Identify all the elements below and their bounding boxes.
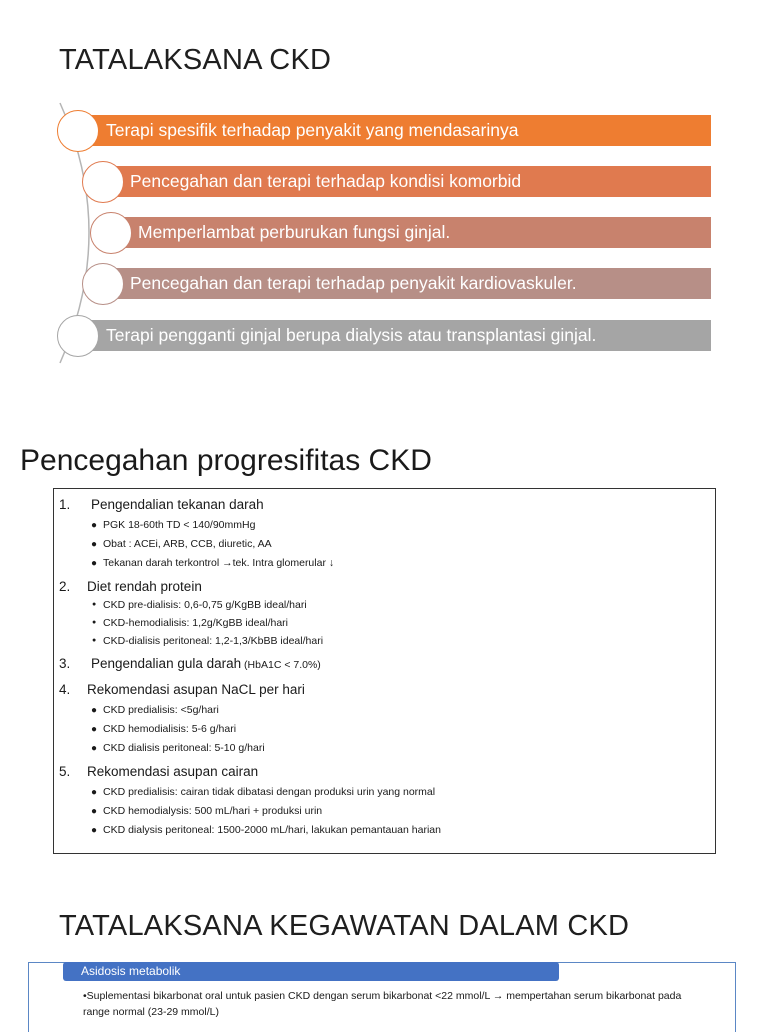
step-bar — [103, 268, 711, 299]
step-bar — [103, 166, 711, 197]
step-bar — [78, 115, 711, 146]
sub-item-text: Tekanan darah terkontrol →tek. Intra glomerular ↓ — [103, 557, 335, 569]
sub-item-text: Obat : ACEi, ARB, CCB, diuretic, AA — [103, 538, 272, 550]
sub-item-text: CKD hemodialysis: 500 mL/hari + produksi urin — [103, 805, 323, 817]
step-text: Pencegahan dan terapi terhadap penyakit kardiovaskuler. — [130, 273, 577, 293]
bullet-icon: ● — [91, 724, 98, 735]
step-text: Memperlambat perburukan fungsi ginjal. — [138, 222, 451, 242]
step-bar — [78, 320, 711, 351]
bullet-icon: ● — [91, 806, 98, 817]
bullet-icon: ● — [91, 539, 98, 550]
slide1-title: TATALAKSANA CKD — [59, 44, 332, 76]
item-number: 4. — [59, 682, 71, 697]
sub-item-text: CKD hemodialisis: 5-6 g/hari — [103, 723, 237, 735]
step-circle — [82, 263, 124, 305]
section-header: Asidosis metabolik — [63, 962, 559, 981]
item-number: 5. — [59, 764, 71, 779]
list-item — [54, 681, 715, 699]
sub-item — [54, 802, 715, 821]
item-text: Rekomendasi asupan NaCL per hari — [87, 682, 305, 697]
sub-item-text: CKD predialisis: cairan tidak dibatasi dengan produksi urin yang normal — [103, 786, 436, 798]
bullet-icon: ● — [91, 705, 98, 716]
bullet-icon: ● — [92, 601, 97, 608]
progression-list-box — [53, 488, 716, 854]
bullet-icon: ● — [91, 520, 98, 531]
step-circle — [57, 110, 99, 152]
step-text: Pencegahan dan terapi terhadap kondisi komorbid — [130, 171, 522, 191]
bullet-icon: ● — [91, 743, 98, 754]
sub-item — [54, 554, 715, 573]
sub-item — [54, 535, 715, 554]
list-item — [54, 655, 715, 673]
sub-item — [54, 596, 715, 614]
step-circle — [90, 212, 132, 254]
bullet-icon: ● — [91, 787, 98, 798]
sub-item — [54, 701, 715, 720]
sub-item — [54, 614, 715, 632]
step-circle — [82, 161, 124, 203]
slide2-title: Pencegahan progresifitas CKD — [20, 444, 432, 477]
sub-item — [54, 739, 715, 758]
item-number: 1. — [59, 497, 71, 512]
list-item — [54, 496, 715, 514]
sub-item-text: CKD dialysis peritoneal: 1500-2000 mL/hari, lakukan pemantauan harian — [103, 824, 441, 836]
item-text: Rekomendasi asupan cairan — [87, 764, 259, 779]
slide3-title: TATALAKSANA KEGAWATAN DALAM CKD — [59, 910, 630, 942]
sub-item-text: PGK 18-60th TD < 140/90mmHg — [103, 519, 256, 531]
item-text-note: (HbA1C < 7.0%) — [241, 659, 321, 671]
section-paragraph: •Suplementasi bikarbonat oral untuk pasien CKD dengan serum bikarbonat <22 mmol/L → mempertahan serum bikarbonat pada range normal (23-29 mmol/L) — [83, 990, 682, 1018]
bullet-icon: ● — [92, 619, 97, 626]
item-number: 2. — [59, 579, 71, 594]
bullet-icon: ● — [91, 558, 98, 569]
sub-item-text: CKD-dialisis peritoneal: 1,2-1,3/KbBB ideal/hari — [103, 635, 324, 647]
sub-item-text: CKD-hemodialisis: 1,2g/KgBB ideal/hari — [103, 617, 289, 629]
step-text: Terapi pengganti ginjal berupa dialysis atau transplantasi ginjal. — [106, 325, 597, 345]
step-text: Terapi spesifik terhadap penyakit yang mendasarinya — [106, 120, 519, 140]
item-text: Diet rendah protein — [87, 579, 202, 594]
item-text — [91, 655, 321, 674]
bullet-icon: ● — [91, 825, 98, 836]
item-text-main: Pengendalian gula darah — [91, 656, 242, 671]
sub-item — [54, 821, 715, 840]
item-number: 3. — [59, 656, 71, 671]
bullet-icon: ● — [92, 637, 97, 644]
sub-item — [54, 720, 715, 739]
step-circle — [57, 315, 99, 357]
sub-item-text: CKD predialisis: <5g/hari — [103, 704, 219, 716]
sub-item-text: CKD dialisis peritoneal: 5-10 g/hari — [103, 742, 265, 754]
sub-item-text: CKD pre-dialisis: 0,6-0,75 g/KgBB ideal/hari — [103, 599, 307, 611]
step-bar — [111, 217, 711, 248]
list-item — [54, 578, 715, 596]
sub-item — [54, 516, 715, 535]
sub-item — [54, 783, 715, 802]
item-text: Pengendalian tekanan darah — [91, 497, 264, 512]
list-item — [54, 763, 715, 781]
sub-item — [54, 632, 715, 650]
